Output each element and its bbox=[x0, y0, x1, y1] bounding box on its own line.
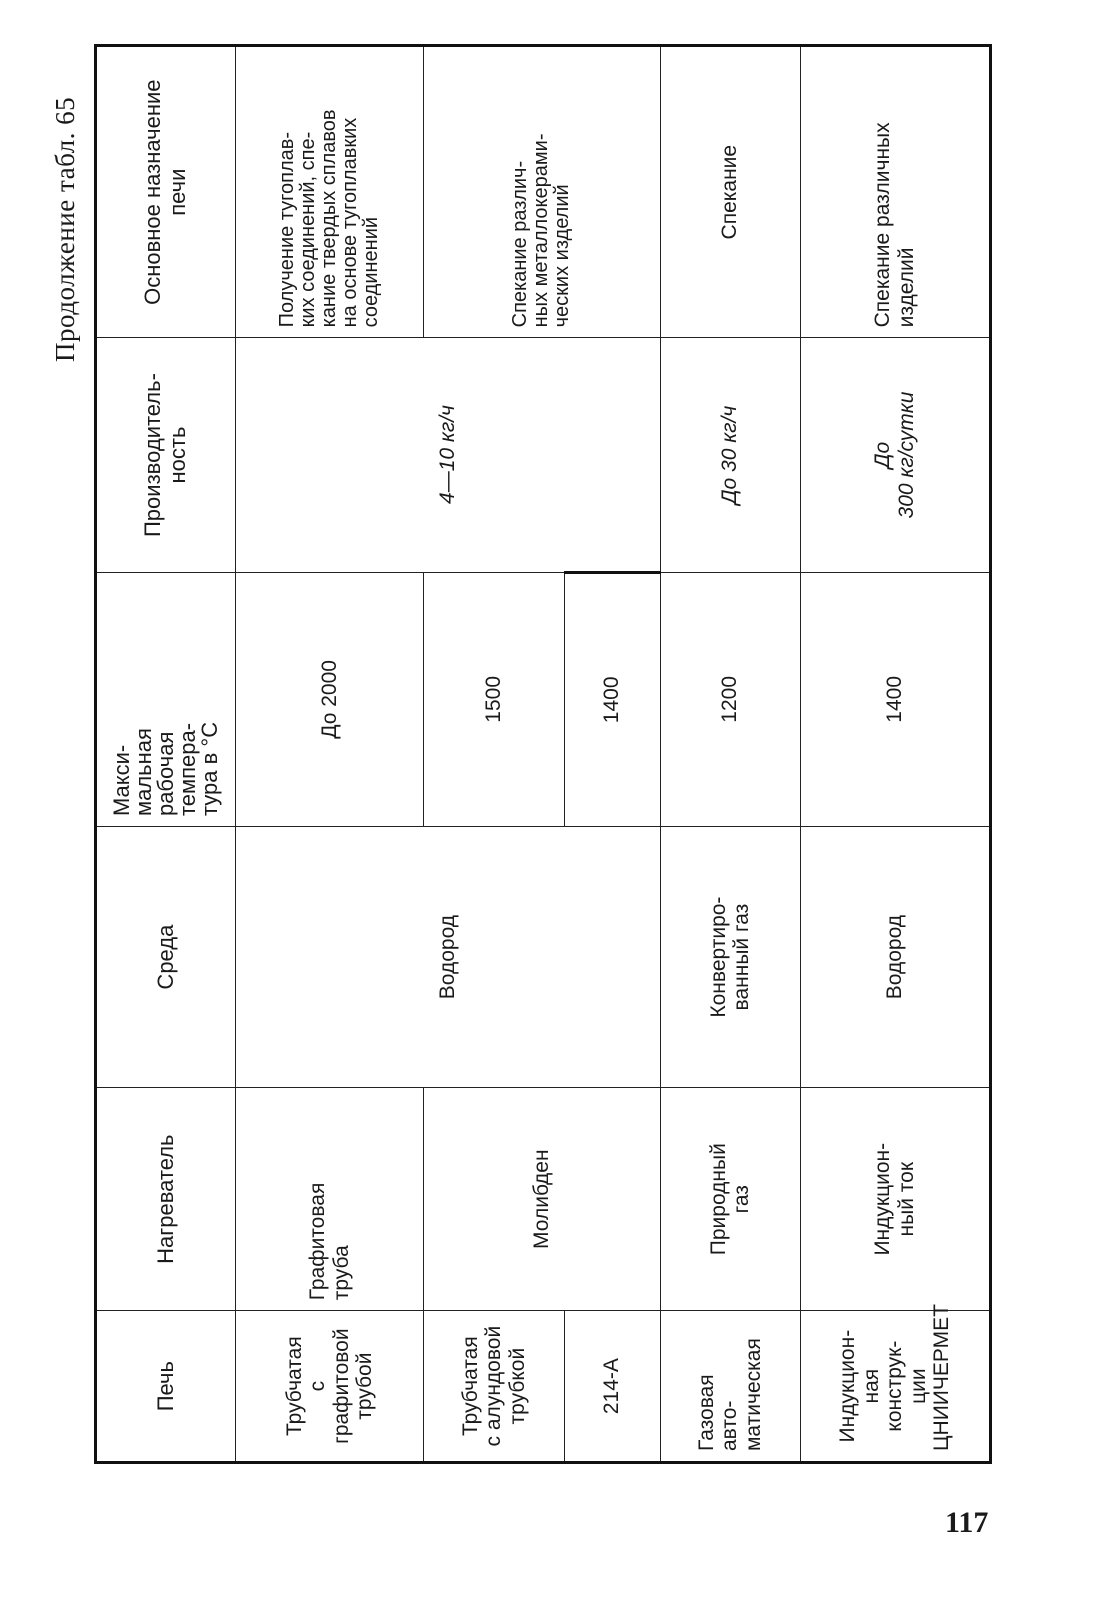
cell-productivity-merged: 4—10 кг/ч bbox=[236, 338, 660, 572]
cell-purpose: Получение тугоплав- ких соединений, спе- кание твердых сплавов на основе тугоплавких соединений bbox=[236, 46, 424, 338]
header-furnace: Печь bbox=[96, 1311, 236, 1463]
cell-purpose: Спекание bbox=[660, 46, 800, 338]
cell-heater-molybdenum-merged: Молибден bbox=[424, 1088, 660, 1311]
cell-furnace: Газовая авто- матическая bbox=[660, 1311, 800, 1463]
header-temperature: Макси- мальная рабочая темпера- тура в °С bbox=[96, 572, 236, 826]
cell-medium: Конвертиро- ванный газ bbox=[660, 827, 800, 1088]
cell-furnace: Индукцион- ная конструк- ции ЦНИИЧЕРМЕТ bbox=[800, 1311, 990, 1463]
cell-heater: Природный газ bbox=[660, 1088, 800, 1311]
table-row bbox=[424, 46, 564, 1463]
header-heater: Нагреватель bbox=[96, 1088, 236, 1311]
header-medium: Среда bbox=[96, 827, 236, 1088]
cell-purpose: Спекание различ- ных металлокерами- ческих изделий bbox=[424, 46, 660, 338]
cell-temperature: 1400 bbox=[564, 572, 660, 826]
cell-productivity: До 300 кг/сутки bbox=[800, 338, 990, 572]
cell-medium-hydrogen-merged: Водород bbox=[236, 827, 660, 1088]
cell-temperature: 1400 bbox=[800, 572, 990, 826]
furnace-table bbox=[94, 44, 992, 1464]
cell-furnace: Трубчатая с алундовой трубкой bbox=[424, 1311, 564, 1463]
cell-purpose: Спекание различных изделий bbox=[800, 46, 990, 338]
cell-productivity: До 30 кг/ч bbox=[660, 338, 800, 572]
cell-heater: Индукцион- ный ток bbox=[800, 1088, 990, 1311]
header-productivity: Производитель- ность bbox=[96, 338, 236, 572]
header-row bbox=[96, 46, 236, 1463]
cell-furnace: 214-А bbox=[564, 1311, 660, 1463]
cell-furnace: Трубчатая с графитовой трубой bbox=[236, 1311, 424, 1463]
cell-temperature: 1200 bbox=[660, 572, 800, 826]
cell-heater: Графитовая труба bbox=[236, 1088, 424, 1311]
cell-temperature: 1500 bbox=[424, 572, 564, 826]
cell-temperature: До 2000 bbox=[236, 572, 424, 826]
page-number: 117 bbox=[945, 1506, 989, 1539]
cell-medium: Водород bbox=[800, 827, 990, 1088]
table-row bbox=[660, 46, 800, 1463]
table-caption: Продолжение табл. 65 bbox=[50, 96, 80, 362]
header-purpose: Основное назначение печи bbox=[96, 46, 236, 338]
table-row bbox=[800, 46, 990, 1463]
table-row bbox=[236, 46, 424, 1463]
